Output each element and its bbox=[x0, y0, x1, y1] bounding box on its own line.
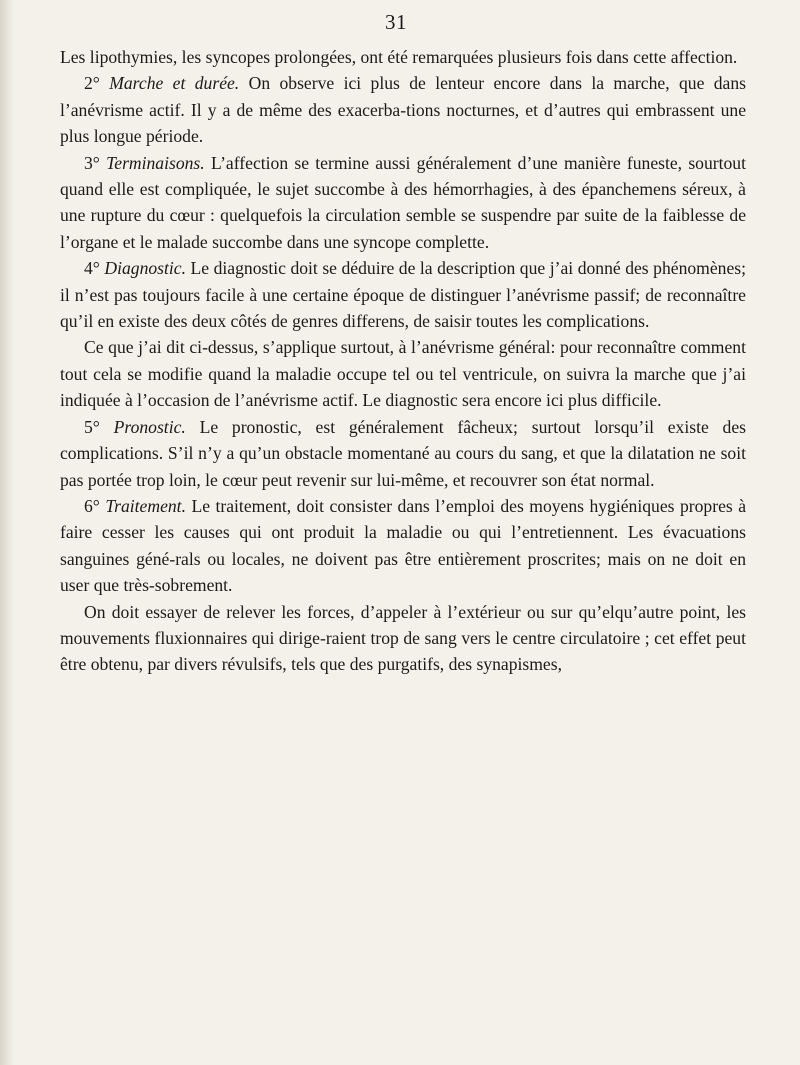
paragraph-text: Le diagnostic doit se déduire de la description que j’ai donné des phénomènes; il n’est pas toujours facile à une certaine époque de distinguer l’anévrisme passif; de reconnaître qu’il en existe des deux côtés de genres differens, de saisir toutes les complications. bbox=[60, 258, 747, 332]
paragraph-text: L’affection se termine aussi généralement d’une manière funeste, sourtout quand elle est compliquée, le sujet succombe à des hémorrhagies, à des épanchemens séreux, à une rupture du cœur : quelquefois la circulation semble se suspendre par suite de la faiblesse de l’organe et le malade succombe dans une syncope complette. bbox=[60, 152, 746, 252]
paragraph-pronostic bbox=[60, 414, 746, 493]
paragraph-terminaisons bbox=[60, 150, 746, 256]
paragraph-diagnostic-continued bbox=[60, 334, 746, 413]
section-number: 3° bbox=[84, 152, 100, 173]
paragraph-traitement bbox=[60, 493, 746, 599]
section-number: 4° bbox=[84, 258, 100, 279]
page-edge-shadow bbox=[0, 0, 14, 1065]
body-text bbox=[60, 44, 746, 678]
section-heading: Pronostic. bbox=[113, 416, 186, 437]
paragraph-text: Les lipothymies, les syncopes prolongées, ont été remarquées plusieurs fois dans cette affection. bbox=[60, 47, 738, 67]
paragraph-text: On doit essayer de relever les forces, d’appeler à l’extérieur ou sur qu’elqu’autre point, les mouvements fluxionnaires qui dirige-raient trop de sang vers le centre circulatoire ; cet effet peut être obtenu, par divers révulsifs, tels que des purgatifs, des synapismes, bbox=[60, 601, 746, 675]
section-heading: Traitement. bbox=[105, 495, 186, 516]
section-heading: Diagnostic. bbox=[104, 258, 186, 279]
paragraph-text: Le traitement, doit consister dans l’emploi des moyens hygiéniques propres à faire cesser les causes qui ont produit la maladie ou qui l’entretiennent. Les évacuations sanguines géné-rals ou locales, ne doivent pas être entièrement proscrites; mais on ne doit en user que très-sobrement. bbox=[60, 495, 747, 596]
paragraph-text: Le pronostic, est généralement fâcheux; surtout lorsqu’il existe des complications. S’il n’y a qu’un obstacle momentané au cours du sang, et que la dilatation ne soit pas portée trop loin, le cœur peut revenir sur lui-même, et recouvrer son état normal. bbox=[60, 416, 747, 490]
paragraph-marche bbox=[60, 70, 746, 149]
paragraph-diagnostic bbox=[60, 255, 746, 334]
section-heading: Marche et durée. bbox=[109, 73, 240, 94]
section-number: 5° bbox=[84, 416, 100, 437]
paragraph-text: On observe ici plus de lenteur encore dans la marche, que dans l’anévrisme actif. Il y a de même des exacerba-tions nocturnes, et d’autres qui embrassent une plus longue période. bbox=[60, 73, 747, 147]
paragraph-text: Ce que j’ai dit ci-dessus, s’applique surtout, à l’anévrisme général: pour reconnaître comment tout cela se modifie quand la maladie occupe tel ou tel ventricule, on suivra la marche que j’ai indiquée à l’occasion de l’anévrisme actif. Le diagnostic sera encore ici plus difficile. bbox=[60, 337, 746, 411]
section-heading: Terminaisons. bbox=[106, 152, 205, 173]
section-number: 2° bbox=[84, 73, 100, 94]
page-number: 31 bbox=[385, 10, 407, 34]
section-number: 6° bbox=[84, 495, 100, 516]
paragraph-lipothymies bbox=[60, 44, 746, 70]
paragraph-traitement-continued bbox=[60, 599, 746, 678]
